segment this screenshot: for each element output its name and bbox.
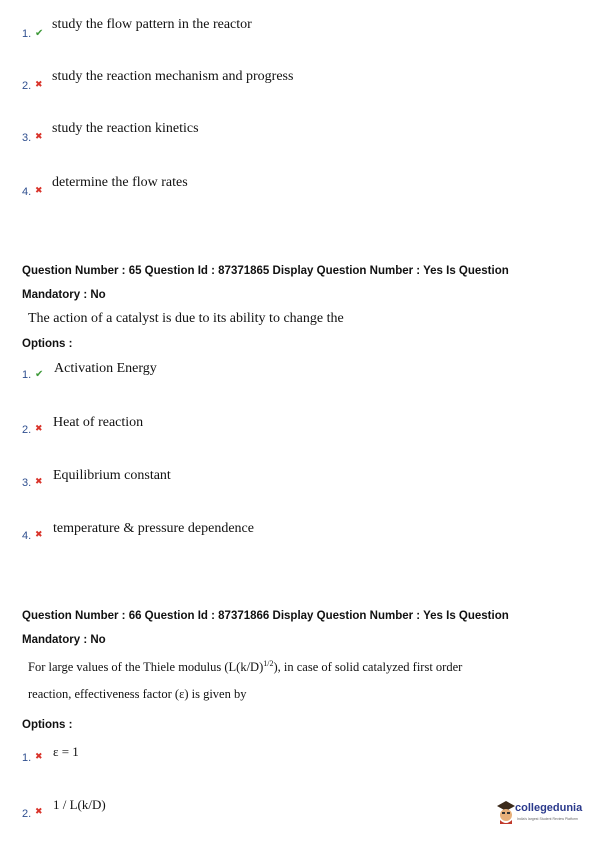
question-header: Question Number : 66 Question Id : 87371866 Display Question Number : Yes Is Question	[22, 610, 509, 622]
option-text: study the reaction kinetics	[52, 121, 199, 136]
question-text-part: For large values of the Thiele modulus (L(k/D)	[28, 660, 264, 675]
check-icon: ✔	[35, 28, 44, 39]
option-text: 1 / L(k/D)	[53, 797, 106, 812]
cross-icon: ✖	[35, 424, 43, 434]
cross-icon: ✖	[35, 752, 43, 762]
option-text: Equilibrium constant	[53, 468, 171, 483]
option-text: determine the flow rates	[52, 175, 188, 190]
option-number: 4.	[22, 186, 32, 198]
options-label: Options :	[22, 719, 73, 731]
brand-tagline: India's largest Student Review Platform	[517, 817, 578, 821]
question-text: The action of a catalyst is due to its ability to change the	[28, 311, 344, 326]
question-header: Question Number : 65 Question Id : 87371865 Display Question Number : Yes Is Question	[22, 265, 509, 277]
superscript: 1/2	[263, 659, 274, 668]
graduation-cap-icon	[497, 800, 515, 824]
cross-icon: ✖	[35, 530, 43, 540]
option-text: temperature & pressure dependence	[53, 521, 254, 536]
cross-icon: ✖	[35, 807, 43, 817]
check-icon: ✔	[35, 369, 44, 380]
mandatory-label: Mandatory : No	[22, 634, 106, 646]
option-text: study the reaction mechanism and progress	[52, 69, 294, 84]
option-number: 2.	[22, 808, 32, 820]
cross-icon: ✖	[35, 186, 43, 196]
option-number: 1.	[22, 752, 32, 764]
option-number: 2.	[22, 424, 32, 436]
cross-icon: ✖	[35, 80, 43, 90]
collegedunia-logo	[497, 798, 587, 832]
option-text: ε = 1	[53, 744, 79, 759]
question-text-line-2: reaction, effectiveness factor (ε) is given by	[28, 687, 247, 701]
option-number: 4.	[22, 530, 32, 542]
option-number: 1.	[22, 369, 32, 381]
option-text: Activation Energy	[54, 361, 157, 376]
option-text: study the flow pattern in the reactor	[52, 17, 252, 32]
mandatory-label: Mandatory : No	[22, 289, 106, 301]
option-text: Heat of reaction	[53, 415, 144, 430]
option-number: 2.	[22, 80, 32, 92]
question-text-part: ), in case of solid catalyzed first order	[273, 660, 463, 675]
question-text-line-1	[28, 659, 462, 675]
option-number: 3.	[22, 132, 32, 144]
option-number: 1.	[22, 28, 32, 40]
option-number: 3.	[22, 477, 32, 489]
brand-name: collegedunia	[515, 802, 583, 814]
options-label: Options :	[22, 338, 73, 350]
cross-icon: ✖	[35, 132, 43, 142]
cross-icon: ✖	[35, 477, 43, 487]
